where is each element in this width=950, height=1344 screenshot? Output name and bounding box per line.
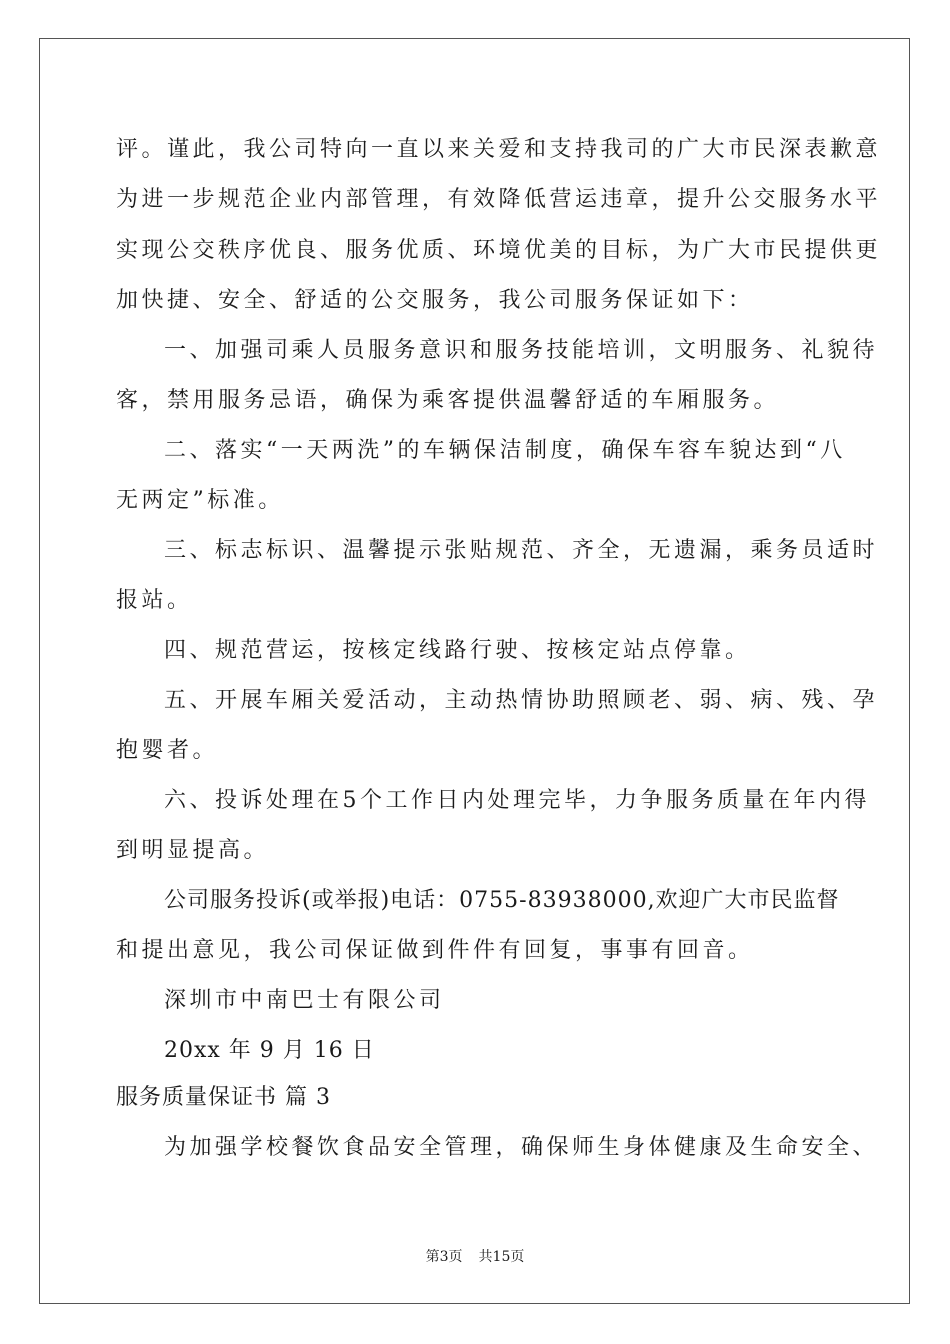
list-item-6-line-2: 到明显提高。 — [116, 838, 270, 863]
list-item-5-line-2: 抱婴者。 — [116, 738, 219, 763]
section-heading: 服务质量保证书 篇 3 — [116, 1085, 331, 1110]
page-border — [39, 38, 910, 1304]
list-item-4: 四、规范营运，按核定线路行驶、按核定站点停靠。 — [164, 638, 751, 663]
paragraph-line: 加快捷、安全、舒适的公交服务，我公司服务保证如下： — [116, 288, 754, 313]
list-item-2-line-1: 二、落实“一天两洗”的车辆保洁制度，确保车容车貌达到“八 — [164, 438, 846, 463]
signature-date: 20xx 年 9 月 16 日 — [164, 1038, 375, 1063]
page-footer — [0, 1248, 950, 1266]
page-number: 第3页 — [425, 1249, 463, 1265]
company-signature: 深圳市中南巴士有限公司 — [164, 988, 445, 1013]
list-item-1-line-1: 一、加强司乘人员服务意识和服务技能培训，文明服务、礼貌待 — [164, 338, 879, 363]
list-item-6-line-1: 六、投诉处理在5个工作日内处理完毕，力争服务质量在年内得 — [164, 788, 870, 813]
complaint-phone-line-1: 公司服务投诉(或举报)电话：0755-83938000,欢迎广大市民监督 — [164, 888, 840, 913]
paragraph-line: 评。谨此，我公司特向一直以来关爱和支持我司的广大市民深表歉意 — [116, 137, 882, 162]
page-total: 共15页 — [478, 1249, 525, 1265]
list-item-5-line-1: 五、开展车厢关爱活动，主动热情协助照顾老、弱、病、残、孕 — [164, 688, 879, 713]
complaint-phone-line-2: 和提出意见，我公司保证做到件件有回复，事事有回音。 — [116, 938, 754, 963]
list-item-3-line-2: 报站。 — [116, 588, 193, 613]
list-item-2-line-2: 无两定”标准。 — [116, 488, 284, 513]
paragraph-line: 实现公交秩序优良、服务优质、环境优美的目标，为广大市民提供更 — [116, 238, 882, 263]
paragraph-line: 为加强学校餐饮食品安全管理，确保师生身体健康及生命安全、 — [164, 1135, 879, 1160]
list-item-3-line-1: 三、标志标识、温馨提示张贴规范、齐全，无遗漏，乘务员适时 — [164, 538, 879, 563]
list-item-1-line-2: 客，禁用服务忌语，确保为乘客提供温馨舒适的车厢服务。 — [116, 388, 780, 413]
paragraph-line: 为进一步规范企业内部管理，有效降低营运违章，提升公交服务水平 — [116, 187, 882, 212]
